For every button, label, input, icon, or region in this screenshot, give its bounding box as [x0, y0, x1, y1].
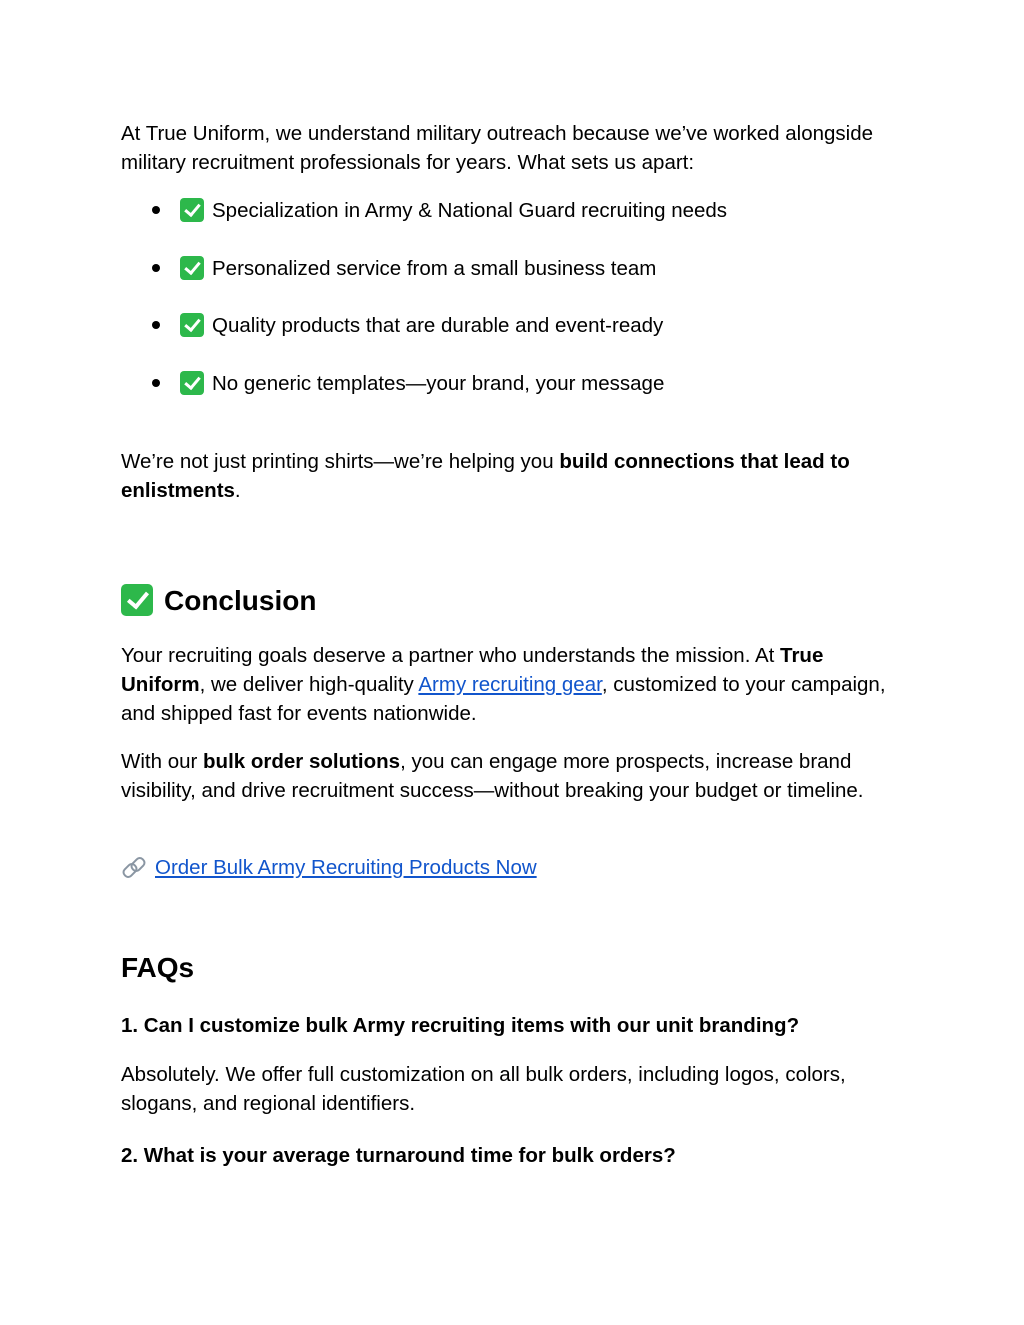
- list-item-text: No generic templates—your brand, your message: [212, 372, 665, 395]
- check-mark-icon: [180, 313, 204, 337]
- list-item: [152, 311, 892, 341]
- bullet-dot-icon: [152, 264, 160, 272]
- conclusion-text: , we deliver high-quality: [199, 673, 419, 696]
- closing-paragraph: [121, 447, 906, 505]
- check-mark-icon: [180, 256, 204, 280]
- conclusion-paragraph-2: [121, 747, 906, 805]
- intro-paragraph: At True Uniform, we understand military outreach because we’ve worked alongside military recruitment professionals for years. What sets us apart:: [121, 122, 874, 174]
- conclusion-paragraph-1: [121, 641, 906, 728]
- bulk-order-bold-text: bulk order solutions: [203, 750, 401, 773]
- conclusion-heading: [121, 583, 316, 619]
- faqs-heading: FAQs: [121, 952, 195, 983]
- brand-name: True Uniform: [121, 644, 824, 696]
- check-mark-icon: [180, 198, 204, 222]
- conclusion-heading-text: Conclusion: [164, 585, 317, 616]
- list-item: [152, 196, 892, 226]
- conclusion-text: Your recruiting goals deserve a partner who understands the mission. At: [121, 644, 781, 667]
- list-item-text: Personalized service from a small business team: [212, 257, 657, 280]
- check-mark-icon: [180, 371, 204, 395]
- faq-question: 2. What is your average turnaround time for bulk orders?: [121, 1144, 676, 1167]
- closing-text-end: .: [234, 479, 241, 502]
- conclusion-text: , customized to your campaign, and shipped fast for events nationwide.: [121, 673, 886, 725]
- list-item: [152, 254, 892, 284]
- cta-line: [121, 853, 906, 882]
- list-item: [152, 369, 892, 399]
- army-recruiting-gear-link[interactable]: Army recruiting gear: [418, 673, 602, 696]
- conclusion-text: With our: [121, 750, 204, 773]
- bullet-dot-icon: [152, 321, 160, 329]
- faq-question: 1. Can I customize bulk Army recruiting items with our unit branding?: [121, 1014, 800, 1037]
- link-icon: [121, 856, 147, 878]
- bullet-dot-icon: [152, 379, 160, 387]
- conclusion-text: , you can engage more prospects, increase brand visibility, and drive recruitment success—without breaking your budget or timeline.: [121, 750, 864, 802]
- order-bulk-products-link[interactable]: Order Bulk Army Recruiting Products Now: [155, 856, 537, 879]
- list-item-text: Quality products that are durable and event-ready: [212, 314, 664, 337]
- closing-text: We’re not just printing shirts—we’re helping you: [121, 450, 560, 473]
- list-item-text: Specialization in Army & National Guard recruiting needs: [212, 199, 728, 222]
- closing-bold-text: build connections that lead to enlistments: [121, 450, 850, 502]
- faq-answer: Absolutely. We offer full customization on all bulk orders, including logos, colors, slogans, and regional identifiers.: [121, 1063, 846, 1115]
- check-mark-icon: [121, 584, 153, 616]
- bullet-dot-icon: [152, 206, 160, 214]
